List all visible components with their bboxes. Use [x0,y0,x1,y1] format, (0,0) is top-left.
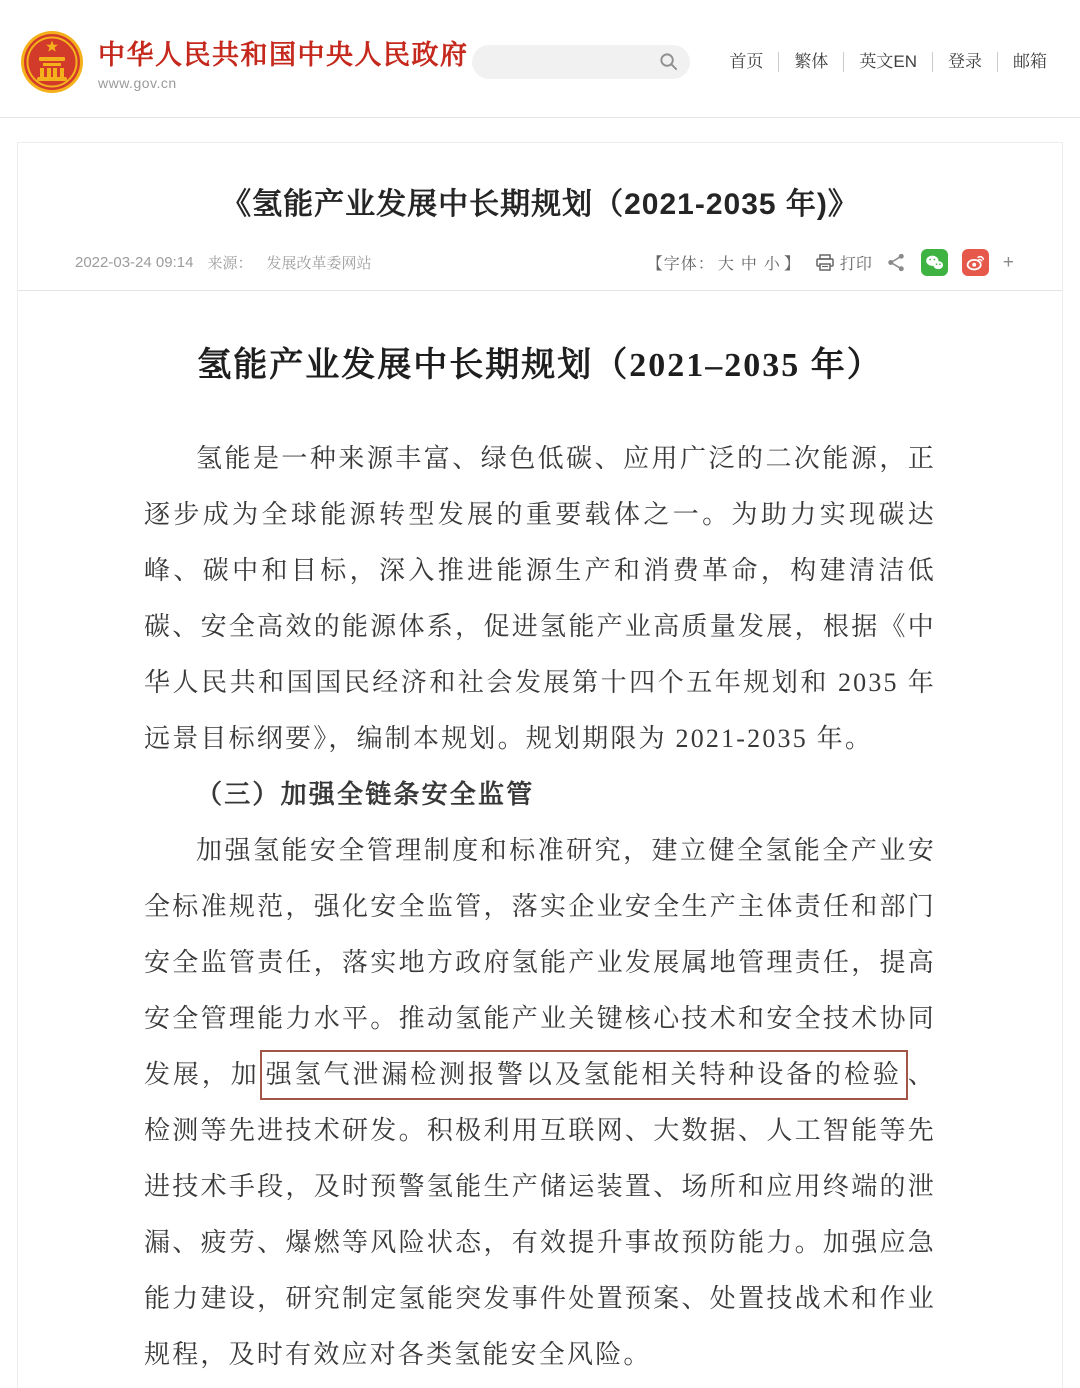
section-heading: （三）加强全链条安全监管 [196,780,535,809]
source-label: 来源： [207,255,253,272]
top-nav [714,52,1062,72]
more-share-button[interactable]: + [1002,252,1014,273]
search-box[interactable] [472,45,690,79]
print-label: 打印 [839,256,872,273]
page-title: 《氢能产业发展中长期规划（2021-2035 年)》 [221,188,859,221]
highlighted-phrase-box: 强氢气泄漏检测报警以及氢能相关特种设备的检验 [260,1050,908,1100]
national-emblem-icon [20,30,84,94]
site-header [0,0,1080,118]
search-icon[interactable] [657,50,680,73]
nav-mail[interactable]: 邮箱 [997,52,1062,72]
site-url: www.gov.cn [98,74,177,91]
publish-time: 2022-03-24 09:14 [75,254,194,271]
wechat-icon [924,252,945,273]
article-card [17,142,1063,1388]
nav-traditional[interactable]: 繁体 [778,52,843,72]
font-size-medium-button[interactable]: 中 [740,256,758,273]
font-size-small-button[interactable]: 小 [763,256,781,273]
weibo-icon [965,252,986,273]
print-button[interactable] [815,251,872,274]
share-icon [886,252,907,273]
search-input[interactable] [488,53,657,70]
article-meta-row [18,249,1062,276]
font-size-widget [647,251,801,274]
printer-icon [815,253,835,273]
paragraph-2-before: 加强氢能安全管理制度和标准研究，建立健全氢能全产业安全标准规范，强化安全监管，落实企业安全生产主体责任和部门安全监管责任，落实地方政府氢能产业发展属地管理责任，提高安全管理能力水平。推动氢能产业关键核心技术和安全技术协同发展，加 [144,836,936,1089]
document-paragraph-2 [144,823,936,1383]
nav-home[interactable]: 首页 [729,51,764,71]
wechat-share-button[interactable] [921,249,948,276]
document-title: 氢能产业发展中长期规划（2021–2035 年） [197,347,883,384]
share-button[interactable] [886,252,907,273]
font-widget-open: 【字体： [646,256,715,273]
nav-english[interactable]: 英文EN [843,52,932,72]
nav-login[interactable]: 登录 [932,52,997,72]
paragraph-2-after: 、检测等先进技术研发。积极利用互联网、大数据、人工智能等先进技术手段，及时预警氢能生产储运装置、场所和应用终端的泄漏、疲劳、爆燃等风险状态，有效提升事故预防能力。加强应急能力建设，研究制定氢能突发事件处置预案、处置技战术和作业规程，及时有效应对各类氢能安全风险。 [144,1060,936,1369]
site-title: 中华人民共和国中央人民政府 [98,39,469,70]
document-paragraph-1: 氢能是一种来源丰富、绿色低碳、应用广泛的二次能源，正逐步成为全球能源转型发展的重要载体之一。为助力实现碳达峰、碳中和目标，深入推进能源生产和消费革命，构建清洁低碳、安全高效的能源体系，促进氢能产业高质量发展，根据《中华人民共和国国民经济和社会发展第十四个五年规划和 2035 年远景目标纲要》，编制本规划。规划期限为 2021-2035 年。 [144,444,936,753]
site-logo[interactable] [20,30,469,94]
font-size-large-button[interactable]: 大 [717,256,735,273]
source-name[interactable]: 发展改革委网站 [266,255,372,272]
font-widget-close: 】 [783,256,801,273]
document-scan [144,291,936,1383]
weibo-share-button[interactable] [962,249,989,276]
